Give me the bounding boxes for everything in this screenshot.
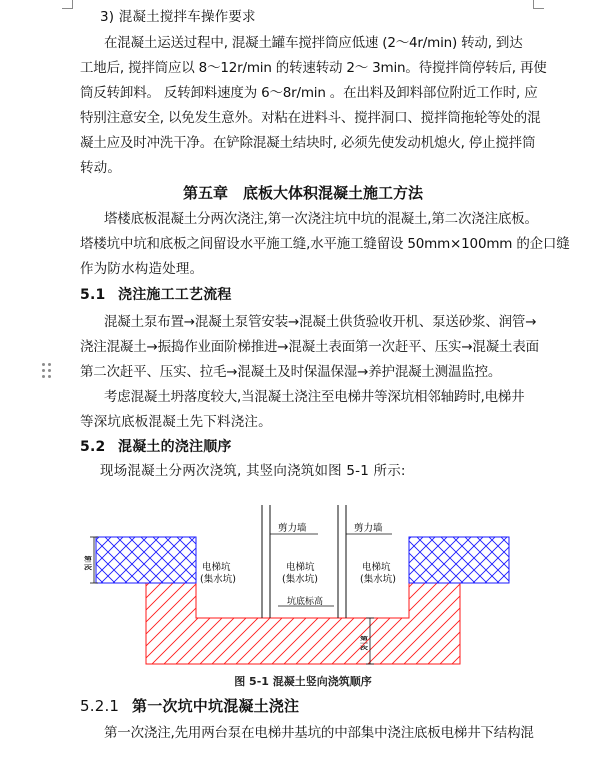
section-heading-5-1 [80,286,600,304]
paragraph-line: 塔楼底板混凝土分两次浇注,第一次浇注坑中坑的混凝土,第二次浇注底板。 [104,211,538,227]
section-number: 5.2.1 [80,697,120,715]
paragraph-line: 现场混凝土分两次浇筑, 其竖向浇筑如图 5-1 所示: [100,463,406,479]
concrete-pour-first-red [146,583,460,664]
paragraph-line: 考虑混凝土坍落度较大,当混凝土浇注至电梯井等深坑相邻轴跨时,电梯井 [104,389,525,405]
subheading-mixer-requirements: 3) 混凝土搅拌车操作要求 [100,9,256,25]
paragraph-line: 等深坑底板混凝土先下料浇注。 [80,414,272,430]
label-pit-left: 电梯坑 [202,562,231,573]
label-shear-wall-left: 剪力墙 [278,523,307,534]
label-pit-right-sub: (集水坑) [360,574,396,585]
paragraph-line: 混凝土泵布置→混凝土泵管安装→混凝土供货验收开机、泵送砂浆、润管→ [104,314,537,330]
label-pit-right: 电梯坑 [362,562,391,573]
paragraph-line: 筒反转卸料。 反转卸料速度为 6～8r/min 。在出料及卸料部位附近工作时, 应 [80,85,538,101]
label-second-pour-mark: 第二次 [83,556,93,580]
section-heading-5-2 [80,438,600,456]
label-shear-wall-right: 剪力墙 [354,523,383,534]
paragraph-line: 作为防水构造处理。 [80,261,204,277]
paragraph-line: 转动。 [80,160,122,176]
label-pit-left-sub: (集水坑) [200,574,236,585]
section-title: 第一次坑中坑混凝土浇注 [132,697,300,715]
paragraph-line: 浇注混凝土→振捣作业面阶梯推进→混凝土表面第一次赶平、压实→混凝土表面 [80,339,539,355]
concrete-pour-second-right [409,537,509,583]
paragraph-line: 凝土应及时冲洗干净。在铲除混凝土结块时, 必须先使发动机熄火, 停止搅拌筒 [80,135,536,151]
paragraph-line: 工地后, 搅拌筒应以 8～12r/min 的转速转动 2～ 3min。待搅拌筒停转后, 再使 [80,60,547,76]
drag-handle-icon[interactable] [42,363,52,381]
section-number: 5.2 [80,439,106,455]
label-pit-bottom-elevation: 坑底标高 [287,597,324,607]
section-title: 混凝土的浇注顺序 [118,439,232,455]
section-title: 浇注施工工艺流程 [118,287,232,303]
label-first-pour-mark: 第一次 [359,636,369,660]
label-pit-mid: 电梯坑 [286,562,315,573]
section-heading-5-2-1 [80,697,600,715]
chapter-title: 第五章 底板大体积混凝土施工方法 [182,184,423,202]
paragraph-line: 塔楼坑中坑和底板之间留设水平施工缝,水平施工缝留设 50mm×100mm 的企口缝 [80,236,570,252]
label-pit-mid-sub: (集水坑) [282,574,318,585]
section-number: 5.1 [80,287,106,303]
concrete-pour-second-left [96,537,196,583]
paragraph-line: 第一次浇注,先用两台泵在电梯井基坑的中部集中浇注底板电梯井下结构混 [104,725,534,741]
paragraph-line: 在混凝土运送过程中, 混凝土罐车搅拌筒应低速 (2～4r/min) 转动, 到达 [104,35,523,51]
page-corner-mark-left [62,0,73,9]
paragraph-line: 第二次赶平、压实、拉毛→混凝土及时保温保湿→养护混凝土测温监控。 [80,364,502,380]
figure-caption: 图 5-1 混凝土竖向浇筑顺序 [234,675,372,688]
paragraph-line: 特别注意安全, 以免发生意外。对粘在进料斗、搅拌洞口、搅拌筒拖轮等处的混 [80,110,541,126]
figure-5-1-diagram [0,490,606,672]
